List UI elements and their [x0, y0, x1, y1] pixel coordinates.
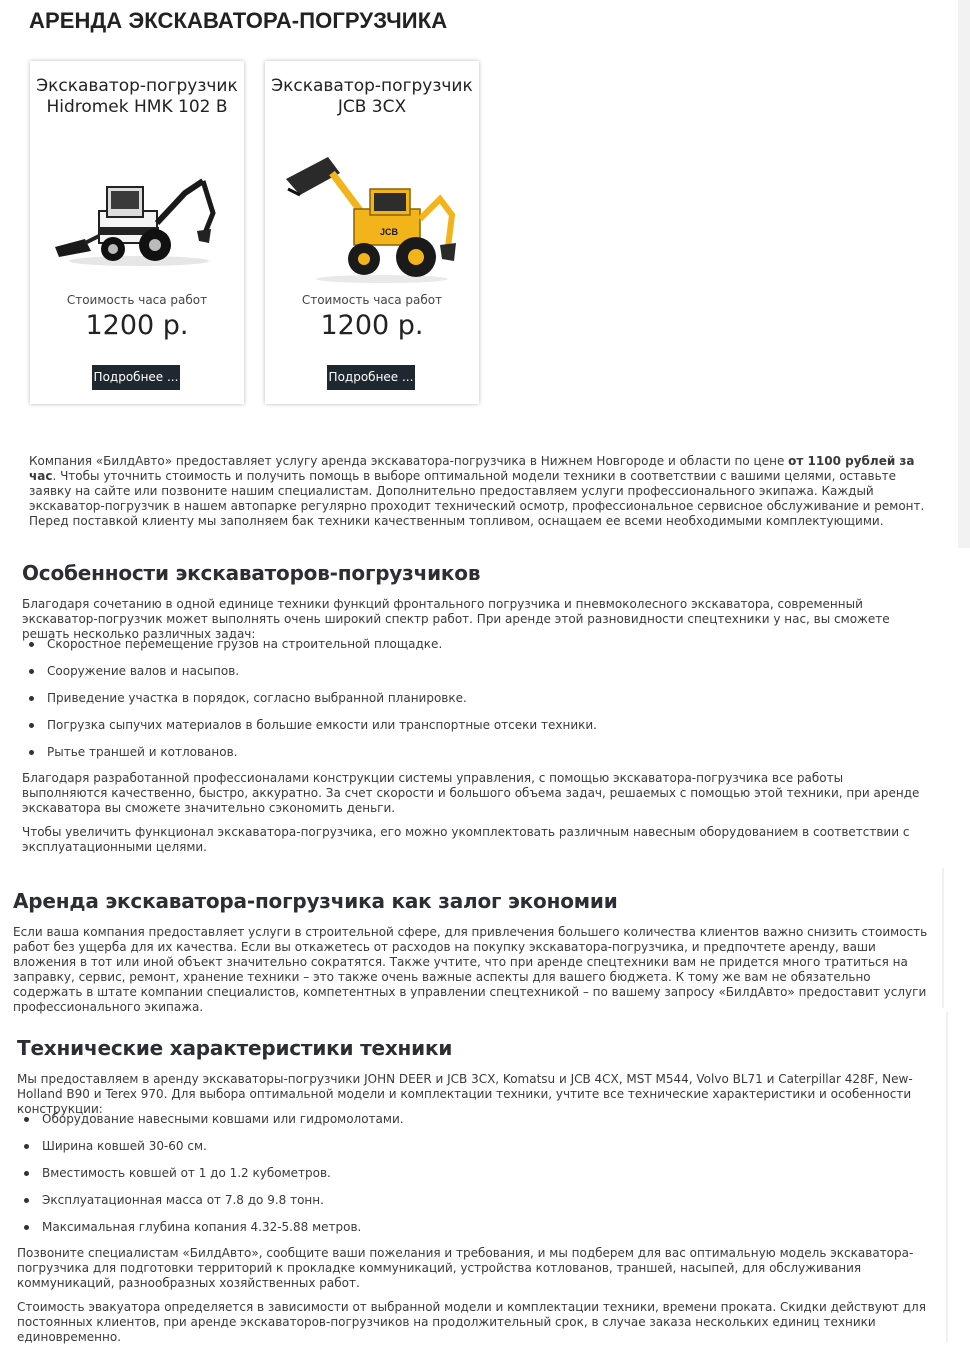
- card-title: [265, 76, 479, 118]
- list-item: Приведение участка в порядок, согласно выбранной планировке.: [22, 685, 922, 712]
- price-label: Стоимость часа работ: [66, 293, 208, 307]
- price-label: Стоимость часа работ: [301, 293, 443, 307]
- price-value: 1200 р.: [85, 310, 189, 341]
- list-item: Погрузка сыпучих материалов в большие емкости или транспортные отсеки техники.: [22, 712, 922, 739]
- price-value: 1200 р.: [320, 310, 424, 341]
- specs-heading: Технические характеристики техники: [17, 1036, 453, 1060]
- page-edge-strip: [958, 0, 970, 548]
- features-intro-text: Благодаря сочетанию в одной единице техники функций фронтального погрузчика и пневмоколесного экскаватора, современный экскаватор-погрузчик может выполнять очень широкий спектр работ. При аренде этой разновидности спецтехники у нас, вы сможете решать несколько различных задач:: [22, 597, 890, 641]
- list-item: Ширина ковшей 30-60 см.: [17, 1133, 917, 1160]
- backhoe-loader-image[interactable]: [282, 143, 462, 293]
- product-card-hidromek[interactable]: [30, 61, 244, 404]
- specs-paragraph-3: [17, 1300, 937, 1345]
- features-para2-text: Благодаря разработанной профессионалами конструкции системы управления, с помощью экскаватора-погрузчика все работы выполняются качественно, быстро, аккуратно. За счет скорости и большого объема задач, решаемых с помощью этой техники, при аренде экскаватора вы сможете значительно сэкономить деньги.: [22, 771, 920, 815]
- svg-text:JCB: JCB: [380, 227, 399, 237]
- list-item: Максимальная глубина копания 4.32-5.88 метров.: [17, 1214, 917, 1241]
- page-title: АРЕНДА ЭКСКАВАТОРА-ПОГРУЗЧИКА: [29, 8, 448, 33]
- specs-paragraph-2: [17, 1246, 937, 1291]
- list-item: Эксплуатационная масса от 7.8 до 9.8 тонн.: [17, 1187, 917, 1214]
- intro-paragraph: [29, 454, 941, 529]
- specs-para2-text: Позвоните специалистам «БилдАвто», сообщите ваши пожелания и требования, и мы подберем для вас оптимальную модель экскаватора-погрузчика для подготовки территорий к прокладке коммуникаций, устройства котлованов, траншей, насыпей, для обслуживания коммуникаций, разнообразных хозяйственных работ.: [17, 1246, 914, 1290]
- specs-list: [17, 1106, 917, 1241]
- specs-para3-text: Стоимость эвакуатора определяется в зависимости от выбранной модели и комплектации техники, времени проката. Скидки действуют для постоянных клиентов, при аренде экскаваторов-погрузчиков на продолжительный срок, в случае заказа нескольких единиц техники единовременно.: [17, 1300, 926, 1344]
- card-title: [30, 76, 244, 118]
- intro-text-part1: Компания «БилдАвто» предоставляет услугу аренда экскаватора-погрузчика в Нижнем Новгороде и области по цене: [29, 454, 789, 468]
- intro-text-part2: . Чтобы уточнить стоимость и получить помощь в выборе оптимальной модели техники в соответствии с вашими целями, оставьте заявку на сайте или позвоните нашим специалистам. Дополнительно предоставляем услуги профессионального экипажа. Каждый экскаватор-погрузчик в нашем автопарке регулярно проходит технический осмотр, профессиональное сервисное обслуживание и ремонт. Перед поставкой клиенту мы заполняем бак техники качественным топливом, оснащаем ее всеми необходимыми комплектующими.: [29, 469, 925, 528]
- list-item: Сооружение валов и насыпов.: [22, 658, 922, 685]
- intro-text: [29, 454, 941, 529]
- card-title-line1: Экскаватор-погрузчик: [271, 76, 473, 96]
- list-item: Скоростное перемещение грузов на строительной площадке.: [22, 631, 922, 658]
- intro-price-highlight: от 1100 рублей за час: [29, 454, 915, 483]
- details-button[interactable]: Подробнее ...: [327, 365, 415, 390]
- backhoe-loader-image[interactable]: [47, 143, 227, 293]
- page-edge-line: [946, 1012, 948, 1342]
- card-title-line2: JCB 3CX: [337, 97, 407, 117]
- product-card-jcb[interactable]: [265, 61, 479, 404]
- specs-intro-text: Мы предоставляем в аренду экскаваторы-погрузчики JOHN DEER и JCB 3CX, Komatsu и JCB 4CX, MST M544, Volvo BL71 и Caterpillar 428F, New-Holland B90 и Terex 970. Для выбора оптимальной модели и комплектации техники, учтите все технические характеристики и особенности конструкции:: [17, 1072, 913, 1116]
- card-title-line2: Hidromek HMK 102 B: [46, 97, 228, 117]
- card-title-line1: Экскаватор-погрузчик: [36, 76, 238, 96]
- features-list: [22, 631, 922, 766]
- features-heading: Особенности экскаваторов-погрузчиков: [22, 561, 481, 585]
- list-item: Оборудование навесными ковшами или гидромолотами.: [17, 1106, 917, 1133]
- economy-paragraph: [13, 925, 935, 1015]
- economy-text: Если ваша компания предоставляет услуги в строительной сфере, для привлечения большего количества клиентов важно снизить стоимость работ без ущерба для их качества. Если вы откажетесь от расходов на покупку экскаватора-погрузчика, и предпочтете аренду, ваши вложения в тот или иной объект значительно сократятся. Также учтите, что при аренде спецтехники вам не придется много тратиться на заправку, сервис, ремонт, хранение техники – это также очень важные аспекты для вашего бюджета. К тому же вам не обязательно содержать в штате компании специалистов, компетентных в управлении спецтехникой – по вашему запросу «БилдАвто» предоставит услуги профессионального экипажа.: [13, 925, 928, 1014]
- details-button[interactable]: Подробнее ...: [92, 365, 180, 390]
- page-edge-line: [942, 868, 944, 1008]
- list-item: Вместимость ковшей от 1 до 1.2 кубометров.: [17, 1160, 917, 1187]
- economy-heading: Аренда экскаватора-погрузчика как залог экономии: [13, 889, 618, 913]
- features-paragraph-2: [22, 771, 932, 816]
- list-item: Рытье траншей и котлованов.: [22, 739, 922, 766]
- features-paragraph-3: [22, 825, 932, 855]
- features-para3-text: Чтобы увеличить функционал экскаватора-погрузчика, его можно укомплектовать различным навесным оборудованием в соответствии с эксплуатационными целями.: [22, 825, 910, 854]
